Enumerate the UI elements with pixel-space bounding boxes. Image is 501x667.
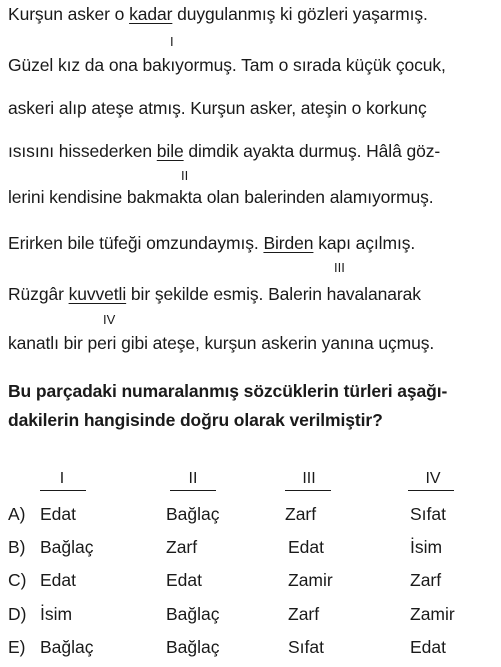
marker-1: I bbox=[170, 34, 174, 49]
option-cell: İsim bbox=[410, 537, 443, 557]
option-cell: Zarf bbox=[166, 537, 198, 557]
column-rule-3 bbox=[285, 490, 331, 491]
option-label: B) bbox=[8, 537, 26, 557]
passage-line-7: Rüzgâr kuvvetli bir şekilde esmiş. Balerin havalanarak bbox=[8, 284, 421, 304]
option-cell: Edat bbox=[288, 537, 324, 557]
option-label: A) bbox=[8, 504, 26, 524]
column-header-3: III bbox=[302, 470, 316, 487]
column-rule-1 bbox=[40, 490, 86, 491]
marker-2: II bbox=[181, 168, 189, 183]
passage-line-6: Erirken bile tüfeği omzundaymış. Birden kapı açılmış. bbox=[8, 233, 416, 253]
option-cell: Bağlaç bbox=[166, 604, 220, 624]
marker-3: III bbox=[334, 260, 345, 275]
passage-line-5: lerini kendisine bakmakta olan balerinden alamıyormuş. bbox=[8, 187, 434, 207]
option-cell: Edat bbox=[40, 504, 76, 524]
column-header-1: I bbox=[59, 470, 65, 487]
passage-line-8: kanatlı bir peri gibi ateşe, kurşun askerin yanına uçmuş. bbox=[8, 333, 435, 353]
column-header-4: IV bbox=[425, 470, 441, 487]
option-cell: Edat bbox=[166, 570, 202, 590]
option-cell: Zamir bbox=[288, 570, 333, 590]
option-cell: İsim bbox=[40, 604, 73, 624]
option-label: D) bbox=[8, 604, 27, 624]
option-cell: Sıfat bbox=[288, 637, 324, 657]
option-cell: Sıfat bbox=[410, 504, 446, 524]
option-cell: Zarf bbox=[288, 604, 320, 624]
column-rule-2 bbox=[170, 490, 216, 491]
passage-line-4: ısısını hissederken bile dimdik ayakta durmuş. Hâlâ göz- bbox=[8, 141, 441, 161]
option-label: C) bbox=[8, 570, 27, 590]
option-cell: Bağlaç bbox=[166, 504, 220, 524]
question-line-1: Bu parçadaki numaralanmış sözcüklerin türleri aşağı- bbox=[8, 381, 448, 401]
underlined-word-1: kadar bbox=[129, 4, 173, 24]
option-label: E) bbox=[8, 637, 26, 657]
option-cell: Bağlaç bbox=[40, 637, 94, 657]
column-rule-4 bbox=[408, 490, 454, 491]
passage-line-3: askeri alıp ateşe atmış. Kurşun asker, ateşin o korkunç bbox=[8, 98, 427, 118]
option-cell: Zamir bbox=[410, 604, 455, 624]
column-header-2: II bbox=[188, 470, 198, 487]
underlined-word-4: kuvvetli bbox=[68, 284, 127, 304]
question-line-2: dakilerin hangisinde doğru olarak verilmiştir? bbox=[8, 410, 383, 430]
underlined-word-2: bile bbox=[156, 141, 184, 161]
option-cell: Edat bbox=[410, 637, 446, 657]
marker-4: IV bbox=[103, 312, 116, 327]
passage-line-2: Güzel kız da ona bakıyormuş. Tam o sırada küçük çocuk, bbox=[8, 55, 446, 75]
passage-line-1: Kurşun asker o kadar duygulanmış ki gözleri yaşarmış. bbox=[8, 4, 428, 24]
underlined-word-3: Birden bbox=[263, 233, 314, 253]
option-cell: Zarf bbox=[285, 504, 317, 524]
option-cell: Zarf bbox=[410, 570, 442, 590]
option-cell: Bağlaç bbox=[40, 537, 94, 557]
option-cell: Bağlaç bbox=[166, 637, 220, 657]
option-cell: Edat bbox=[40, 570, 76, 590]
